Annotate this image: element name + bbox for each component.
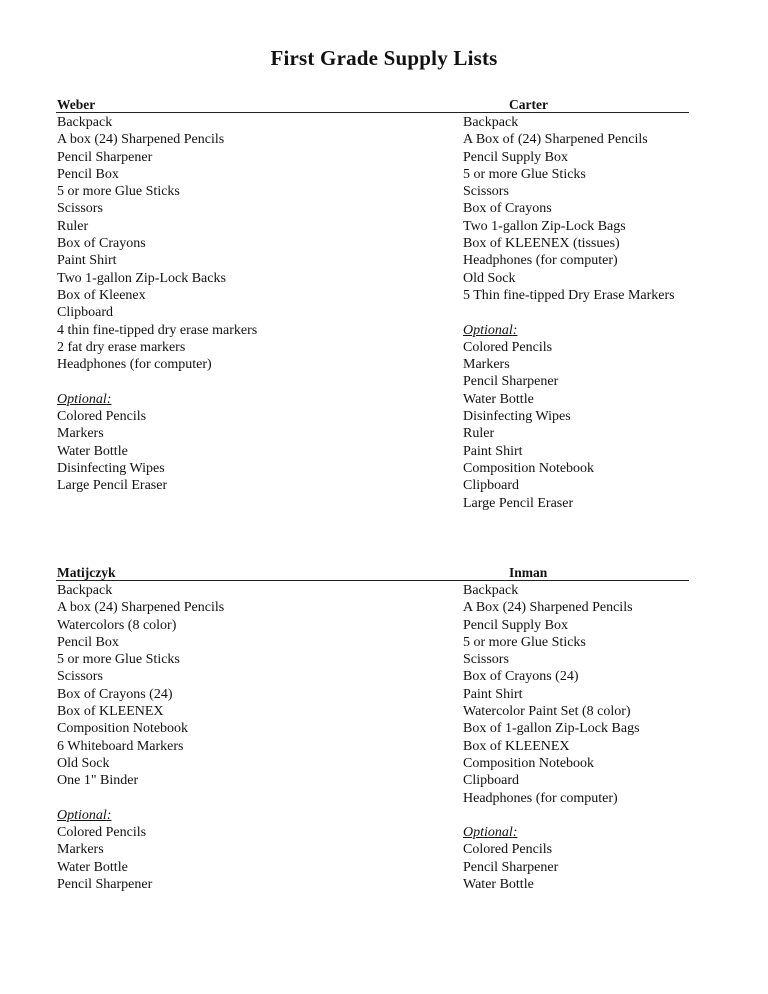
optional-list-item: Composition Notebook	[463, 460, 595, 476]
list-item: Scissors	[463, 652, 509, 668]
list-item: Box of KLEENEX (tissues)	[463, 236, 620, 252]
optional-list-item: Colored Pencils	[57, 409, 147, 425]
list-item: Box of KLEENEX	[463, 738, 570, 754]
list-item: Box of Crayons (24)	[463, 669, 579, 685]
optional-label: Optional	[57, 391, 107, 407]
optional-list-item: Water Bottle	[463, 877, 534, 893]
page-title: First Grade Supply Lists	[270, 46, 498, 70]
supply-list-matijczyk	[57, 582, 357, 893]
list-item: Clipboard	[57, 305, 113, 321]
list-item: Scissors	[463, 184, 509, 200]
list-item: Two 1-gallon Zip-Lock Bags	[463, 218, 626, 234]
optional-list-item: Large Pencil Eraser	[57, 478, 168, 494]
list-item: Scissors	[57, 201, 103, 217]
list-item: Old Sock	[463, 270, 516, 286]
supply-list-inman	[463, 582, 763, 893]
list-item: Paint Shirt	[57, 253, 117, 269]
optional-list-item: Markers	[57, 426, 104, 442]
section-divider-top	[56, 112, 689, 113]
list-item: Watercolor Paint Set (8 color)	[463, 704, 631, 720]
list-item: Backpack	[57, 115, 113, 130]
supply-list-carter	[463, 114, 763, 512]
list-item: 5 or more Glue Sticks	[57, 652, 180, 668]
list-item: Pencil Box	[57, 634, 119, 650]
teacher-heading-carter: Carter	[509, 97, 548, 112]
list-item: One 1" Binder	[57, 773, 139, 789]
list-item: Backpack	[463, 115, 519, 130]
list-item: Headphones (for computer)	[463, 790, 618, 806]
list-item: A Box (24) Sharpened Pencils	[463, 600, 633, 616]
list-item: Box of Crayons	[57, 236, 146, 252]
list-item: Box of 1-gallon Zip-Lock Bags	[463, 721, 640, 737]
list-item: Composition Notebook	[463, 755, 595, 771]
list-item: Pencil Supply Box	[463, 149, 569, 165]
list-item: Pencil Supply Box	[463, 617, 569, 633]
optional-heading: Optional:	[463, 825, 518, 841]
list-item: 5 or more Glue Sticks	[463, 166, 586, 182]
optional-label: Optional	[57, 807, 107, 823]
optional-list-item: Ruler	[463, 426, 495, 442]
list-item: Headphones (for computer)	[57, 357, 212, 373]
list-item: Box of Crayons	[463, 201, 552, 217]
optional-list-item: Colored Pencils	[463, 842, 553, 858]
list-item: 4 thin fine-tipped dry erase markers	[57, 322, 258, 338]
list-item: Composition Notebook	[57, 721, 189, 737]
list-item: 5 or more Glue Sticks	[57, 184, 180, 200]
optional-list-item: Pencil Sharpener	[463, 374, 559, 390]
list-item: 5 Thin fine-tipped Dry Erase Markers	[463, 287, 675, 303]
optional-label: Optional	[463, 322, 513, 338]
supply-list-weber	[57, 114, 357, 495]
list-item: Paint Shirt	[463, 686, 523, 702]
list-item: Backpack	[57, 583, 113, 598]
optional-list-item: Water Bottle	[57, 859, 128, 875]
optional-list-item: Clipboard	[463, 478, 519, 494]
teacher-heading-inman: Inman	[509, 565, 548, 580]
optional-list-item: Disinfecting Wipes	[463, 409, 571, 425]
optional-label: Optional	[463, 825, 513, 841]
list-item: Box of Crayons (24)	[57, 686, 173, 702]
optional-list-item: Colored Pencils	[463, 339, 553, 355]
list-item: Ruler	[57, 218, 89, 234]
list-item: A Box of (24) Sharpened Pencils	[463, 132, 648, 148]
list-item: Pencil Box	[57, 166, 119, 182]
list-item: Box of KLEENEX	[57, 704, 164, 720]
optional-list-item: Disinfecting Wipes	[57, 460, 165, 476]
teacher-heading-matijczyk: Matijczyk	[57, 565, 116, 580]
list-item: Clipboard	[463, 773, 519, 789]
optional-heading: Optional:	[463, 322, 518, 338]
optional-list-item: Markers	[463, 357, 510, 373]
optional-list-item: Pencil Sharpener	[463, 859, 559, 875]
optional-list-item: Markers	[57, 842, 104, 858]
list-item: Backpack	[463, 583, 519, 598]
optional-list-item: Water Bottle	[463, 391, 534, 407]
list-item: 6 Whiteboard Markers	[57, 738, 184, 754]
optional-heading: Optional:	[57, 807, 112, 823]
list-item: Watercolors (8 color)	[57, 617, 177, 633]
list-item: A box (24) Sharpened Pencils	[57, 600, 225, 616]
optional-list-item: Colored Pencils	[57, 825, 147, 841]
optional-list-item: Large Pencil Eraser	[463, 495, 574, 511]
list-item: Scissors	[57, 669, 103, 685]
teacher-heading-weber: Weber	[57, 97, 96, 112]
list-item: Pencil Sharpener	[57, 149, 153, 165]
list-item: A box (24) Sharpened Pencils	[57, 132, 225, 148]
list-item: Old Sock	[57, 755, 110, 771]
section-divider-bottom	[56, 580, 689, 581]
optional-list-item: Water Bottle	[57, 443, 128, 459]
optional-heading: Optional:	[57, 391, 112, 407]
list-item: Box of Kleenex	[57, 287, 146, 303]
optional-list-item: Pencil Sharpener	[57, 877, 153, 893]
list-item: 2 fat dry erase markers	[57, 339, 186, 355]
list-item: Headphones (for computer)	[463, 253, 618, 269]
list-item: 5 or more Glue Sticks	[463, 634, 586, 650]
list-item: Two 1-gallon Zip-Lock Backs	[57, 270, 226, 286]
optional-list-item: Paint Shirt	[463, 443, 523, 459]
